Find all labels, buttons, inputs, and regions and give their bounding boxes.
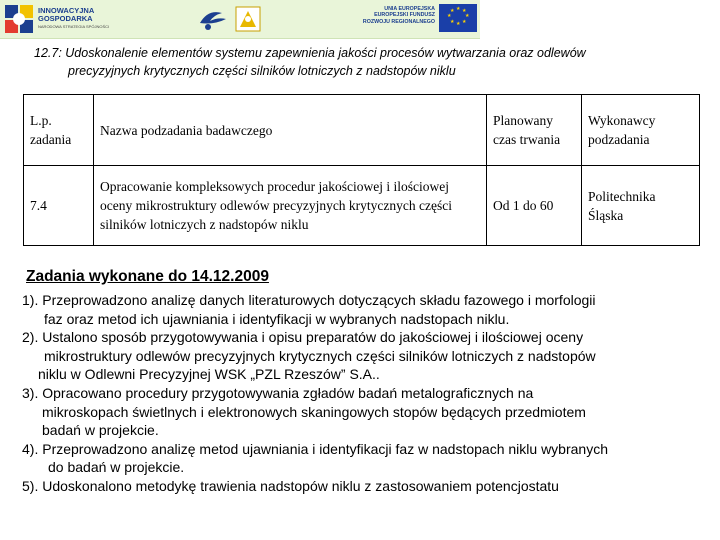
cell-time: Od 1 do 60 — [487, 166, 582, 246]
header-lp: L.p. zadania — [24, 95, 94, 166]
eu-line3: ROZWOJU REGIONALNEGO — [362, 18, 435, 25]
table-row — [24, 166, 700, 246]
item-3-line1: 3). Opracowano procedury przygotowywania zgładów badań metalograficznych na — [22, 384, 534, 401]
item-2-line1: 2). Ustalono sposób przygotowywania i opisu preparatów do jakościowej i ilościowej oceny — [22, 329, 584, 346]
svg-text:★: ★ — [462, 19, 467, 25]
item-4-line2: do badań w projekcie. — [48, 459, 185, 476]
innowacyjna-gospodarka-logo — [4, 3, 116, 35]
cell-executor: Politechnika Śląska — [582, 166, 700, 246]
item-2-line2: mikrostruktury odlewów precyzyjnych krytycznych części silników lotniczych z nadstopów — [44, 347, 596, 364]
item-1-line2: faz oraz metod ich ujawniania i identyfikacji w wybranych nadstopach niklu. — [44, 310, 510, 327]
bird-logo-icon — [196, 3, 266, 35]
logo-line1: INNOWACYJNA — [38, 6, 95, 15]
ig-logo-icon — [4, 4, 34, 34]
item-5-line1: 5). Udoskonalono metodykę trawienia nadstopów niklu z zastosowaniem potencjostatu — [22, 477, 559, 494]
svg-text:★: ★ — [456, 6, 461, 12]
header-time: Planowany czas trwania — [487, 95, 582, 166]
header-banner — [0, 0, 480, 39]
logo-line3: NARODOWA STRATEGIA SPÓJNOŚCI — [38, 24, 110, 29]
item-4-line1: 4). Przeprowadzono analizę metod ujawniania i identyfikacji faz w nadstopach niklu wybranych — [22, 440, 608, 457]
eu-flag-icon — [439, 4, 477, 32]
svg-text:★: ★ — [456, 21, 461, 27]
header-executor: Wykonawcy podzadania — [582, 95, 700, 166]
svg-text:★: ★ — [450, 19, 455, 25]
eu-line1: UNIA EUROPEJSKA — [384, 6, 435, 12]
item-3-line2: mikroskopach świetlnych i elektronowych skaningowych stopów będących przedmiotem — [42, 403, 586, 420]
completed-tasks-list — [22, 291, 716, 496]
item-2-line3: niklu w Odlewni Precyzyjnej WSK „PZL Rzeszów” S.A.. — [38, 366, 380, 383]
list-item — [22, 384, 716, 440]
section-heading: Zadania wykonane do 14.12.2009 — [26, 268, 269, 285]
list-item — [22, 291, 716, 328]
list-item — [22, 328, 716, 384]
cell-lp: 7.4 — [24, 166, 94, 246]
svg-text:★: ★ — [447, 13, 452, 19]
list-item — [22, 440, 716, 477]
eu-logo — [345, 4, 477, 34]
title-line2: precyzyjnych krytycznych części silników lotniczych z nadstopów niklu — [68, 64, 456, 78]
svg-text:★: ★ — [450, 8, 455, 14]
eu-line2: EUROPEJSKI FUNDUSZ — [374, 12, 435, 19]
table-header-row — [24, 95, 700, 166]
cell-name: Opracowanie kompleksowych procedur jakościowej i ilościowej oceny mikrostruktury odlewów precyzyjnych krytycznych części silników lotniczych z nadstopów niklu — [94, 166, 487, 246]
logo-line2: GOSPODARKA — [38, 14, 93, 23]
item-1-line1: 1). Przeprowadzono analizę danych literaturowych dotyczących składu fazowego i morfologii — [22, 292, 596, 308]
task-table — [23, 94, 700, 246]
page-title — [34, 44, 714, 80]
header-name: Nazwa podzadania badawczego — [94, 95, 487, 166]
list-item — [22, 477, 716, 496]
svg-text:★: ★ — [465, 13, 470, 19]
svg-text:★: ★ — [462, 8, 467, 14]
partner-logos — [196, 3, 266, 35]
title-line1: 12.7: Udoskonalenie elementów systemu zapewnienia jakości procesów wytwarzania oraz odlewów — [34, 46, 586, 60]
item-3-line3: badań w projekcie. — [42, 422, 159, 439]
